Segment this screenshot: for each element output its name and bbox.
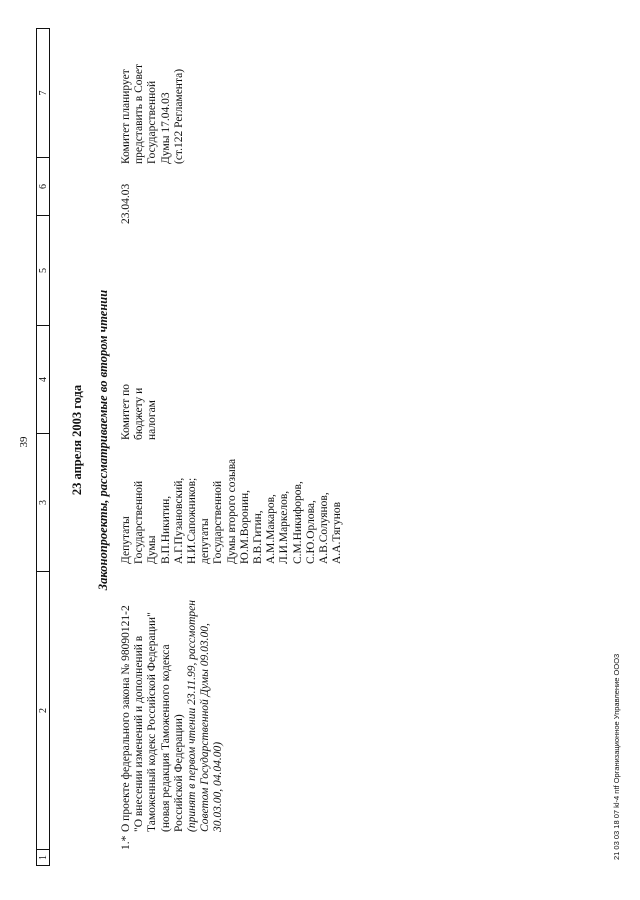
- bill-title-line: (новая редакция Таможенного кодекса: [159, 644, 172, 832]
- date-heading: 23 апреля 2003 года: [70, 384, 84, 496]
- column-header-6: 6: [37, 157, 49, 215]
- note-line: представить в Совет: [133, 63, 146, 164]
- column-header-2: 2: [37, 571, 49, 849]
- author-line: А.М.Макаров,: [265, 494, 278, 564]
- author-line: А.А.Тягунов: [331, 501, 344, 564]
- author-line: Н.И.Сапожников;: [186, 477, 199, 564]
- bill-title: [120, 600, 226, 832]
- committee-line: бюджету и: [133, 387, 146, 440]
- bill-title-line: О проекте федерального закона № 98090121-2: [120, 605, 132, 832]
- column-header-3: 3: [37, 433, 49, 571]
- author-line: Депутаты: [120, 516, 132, 564]
- page-number: 39: [18, 436, 30, 448]
- bill-authors: [120, 424, 344, 564]
- column-number-header: [36, 28, 50, 866]
- print-footer: 21 03 03 18 07 kl-4 ntf Организационное Управление ООО3: [612, 653, 621, 860]
- row-number: 1.*: [120, 835, 132, 850]
- bill-status-note-line: (принят в первом чтении 23.11.99, рассмотрен: [186, 600, 199, 832]
- note-line: (ст.122 Регламента): [172, 68, 185, 164]
- bill-title-line: "О внесении изменений и дополнений в: [133, 635, 146, 832]
- note-line: Государственной: [146, 80, 159, 164]
- author-line: А.Г.Пузановский,: [172, 477, 185, 564]
- bill-title-line: Российской Федерации): [172, 714, 185, 832]
- column-header-7: 7: [38, 90, 49, 96]
- author-line: В.П.Никитин,: [159, 495, 172, 564]
- author-line: Л.И.Маркелов,: [278, 490, 291, 564]
- bill-title-line: Таможенный кодекс Российской Федерации": [146, 612, 159, 832]
- column-header-5: 5: [37, 215, 49, 325]
- note-line: Думы 17.04.03: [159, 92, 172, 164]
- author-line: Государственной: [133, 480, 146, 564]
- author-line: С.М.Никифоров,: [291, 481, 304, 564]
- responsible-committee: [120, 320, 160, 440]
- author-line: Думы: [146, 535, 159, 564]
- author-line: В.В.Гитин,: [252, 510, 265, 564]
- date-value: 23.04.03: [120, 183, 132, 224]
- bill-status-note-line: 30.03.00, 04.04.00): [212, 741, 225, 832]
- note-line: Комитет планирует: [120, 69, 132, 164]
- committee-line: налогам: [146, 400, 159, 440]
- column-header-4: 4: [37, 325, 49, 433]
- author-line: С.Ю.Орлова,: [304, 500, 317, 564]
- rotated-page: [20, 10, 620, 870]
- author-line: депутаты: [199, 518, 212, 564]
- committee-line: Комитет по: [120, 384, 132, 440]
- author-line: А.В.Солуянов,: [318, 492, 331, 564]
- consideration-date: [120, 164, 133, 224]
- author-line: Думы второго созыва: [225, 458, 238, 564]
- section-heading: Законопроекты, рассматриваемые во втором чтении: [96, 289, 110, 591]
- committee-note: [120, 14, 186, 164]
- column-header-1: 1: [37, 849, 49, 865]
- author-line: Ю.М.Воронин,: [238, 489, 251, 564]
- author-line: Государственной: [212, 480, 225, 564]
- bill-status-note-line: Советом Государственной Думы 09.03.00,: [199, 623, 212, 832]
